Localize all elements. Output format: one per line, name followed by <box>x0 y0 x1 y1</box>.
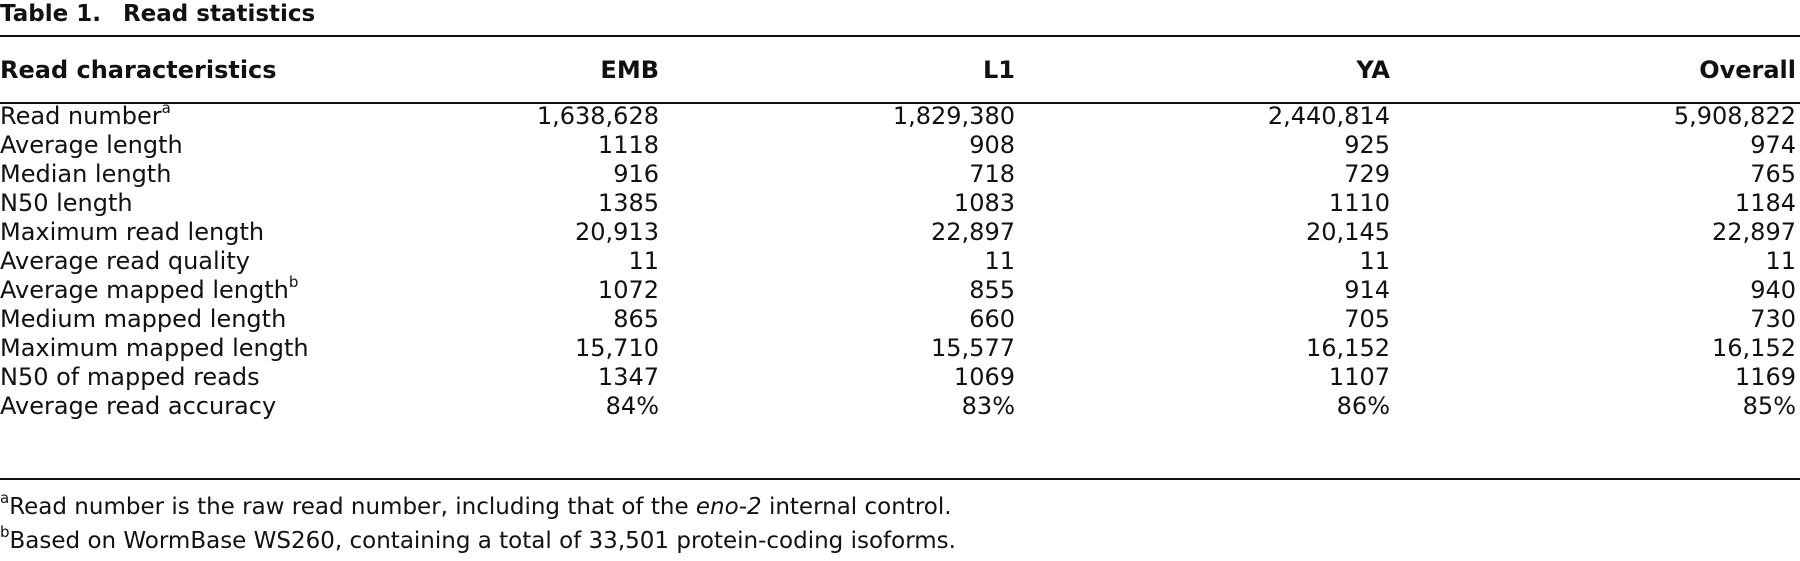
cell-value: 15,710 <box>575 334 659 362</box>
table-row <box>0 392 1800 421</box>
cell-value: 20,145 <box>1306 218 1390 246</box>
table-row <box>0 131 1800 160</box>
header-read-characteristics: Read characteristics <box>0 56 277 84</box>
footnotes <box>0 490 956 558</box>
cell-value: 914 <box>1344 276 1390 304</box>
cell-value: 22,897 <box>931 218 1015 246</box>
cell-value: 1,638,628 <box>536 102 659 130</box>
row-label-text: Average mapped length <box>0 276 289 304</box>
table-row <box>0 363 1800 392</box>
cell-value: 916 <box>613 160 659 188</box>
cell-value: 765 <box>1750 160 1796 188</box>
cell-value: 2,440,814 <box>1267 102 1390 130</box>
table-row <box>0 247 1800 276</box>
table-row <box>0 218 1800 247</box>
header-emb: EMB <box>600 56 659 84</box>
cell-value: 11 <box>1359 247 1390 275</box>
cell-value: 16,152 <box>1712 334 1796 362</box>
header-l1: L1 <box>983 56 1015 84</box>
row-label-text: Medium mapped length <box>0 305 287 333</box>
row-label <box>0 392 330 421</box>
cell-value: 11 <box>628 247 659 275</box>
cell-value: 908 <box>969 131 1015 159</box>
row-label <box>0 218 330 247</box>
row-label <box>0 305 330 334</box>
cell-value: 22,897 <box>1712 218 1796 246</box>
cell-value: 855 <box>969 276 1015 304</box>
cell-value: 925 <box>1344 131 1390 159</box>
table-row <box>0 276 1800 305</box>
bottom-rule <box>0 478 1800 480</box>
cell-value: 865 <box>613 305 659 333</box>
row-label <box>0 160 330 189</box>
row-label-text: N50 of mapped reads <box>0 363 260 391</box>
row-label <box>0 334 330 363</box>
cell-value: 86% <box>1336 392 1390 420</box>
table-row <box>0 334 1800 363</box>
table-row <box>0 160 1800 189</box>
footnote-a-gene-name: eno-2 <box>695 494 762 520</box>
cell-value: 718 <box>969 160 1015 188</box>
table-row <box>0 305 1800 334</box>
cell-value: 1,829,380 <box>892 102 1015 130</box>
header-row <box>0 56 1800 84</box>
footnote-b <box>0 524 956 558</box>
footnote-b-mark: b <box>0 523 10 542</box>
cell-value: 729 <box>1344 160 1390 188</box>
row-label-text: Maximum mapped length <box>0 334 309 362</box>
cell-value: 84% <box>605 392 659 420</box>
cell-value: 1385 <box>597 189 659 217</box>
footnote-a-text-after: internal control. <box>761 494 952 520</box>
cell-value: 83% <box>961 392 1015 420</box>
row-label-text: Average read quality <box>0 247 250 275</box>
cell-value: 1072 <box>597 276 659 304</box>
cell-value: 1169 <box>1734 363 1796 391</box>
cell-value: 5,908,822 <box>1673 102 1796 130</box>
cell-value: 730 <box>1750 305 1796 333</box>
cell-value: 705 <box>1344 305 1390 333</box>
footnote-a-mark: a <box>0 489 10 508</box>
header-ya: YA <box>1356 56 1390 84</box>
table-row <box>0 102 1800 131</box>
cell-value: 1083 <box>953 189 1015 217</box>
cell-value: 1107 <box>1328 363 1390 391</box>
footnote-marker: b <box>288 273 299 291</box>
row-label <box>0 99 330 131</box>
table-number: Table 1. <box>0 1 101 27</box>
cell-value: 11 <box>1765 247 1796 275</box>
cell-value: 85% <box>1742 392 1796 420</box>
cell-value: 11 <box>984 247 1015 275</box>
cell-value: 1347 <box>597 363 659 391</box>
row-label-text: Median length <box>0 160 172 188</box>
row-label-text: Read number <box>0 102 162 130</box>
footnote-marker: a <box>161 99 171 117</box>
cell-value: 16,152 <box>1306 334 1390 362</box>
row-label <box>0 273 330 305</box>
cell-value: 20,913 <box>575 218 659 246</box>
row-label-text: Maximum read length <box>0 218 265 246</box>
cell-value: 15,577 <box>931 334 1015 362</box>
row-label <box>0 189 330 218</box>
cell-value: 1118 <box>597 131 659 159</box>
cell-value: 1069 <box>953 363 1015 391</box>
cell-value: 1184 <box>1734 189 1796 217</box>
footnote-b-text: Based on WormBase WS260, containing a total of 33,501 protein-coding isoforms. <box>9 528 956 554</box>
row-label <box>0 363 330 392</box>
cell-value: 974 <box>1750 131 1796 159</box>
row-label <box>0 131 330 160</box>
row-label <box>0 247 330 276</box>
cell-value: 1110 <box>1328 189 1390 217</box>
row-label-text: Average read accuracy <box>0 392 277 420</box>
table-row <box>0 189 1800 218</box>
row-label-text: Average length <box>0 131 183 159</box>
cell-value: 940 <box>1750 276 1796 304</box>
footnote-a-text-before: Read number is the raw read number, including that of the <box>9 494 696 520</box>
table-title: Read statistics <box>122 1 316 27</box>
header-overall: Overall <box>1699 56 1796 84</box>
row-label-text: N50 length <box>0 189 133 217</box>
cell-value: 660 <box>969 305 1015 333</box>
footnote-a <box>0 490 956 524</box>
